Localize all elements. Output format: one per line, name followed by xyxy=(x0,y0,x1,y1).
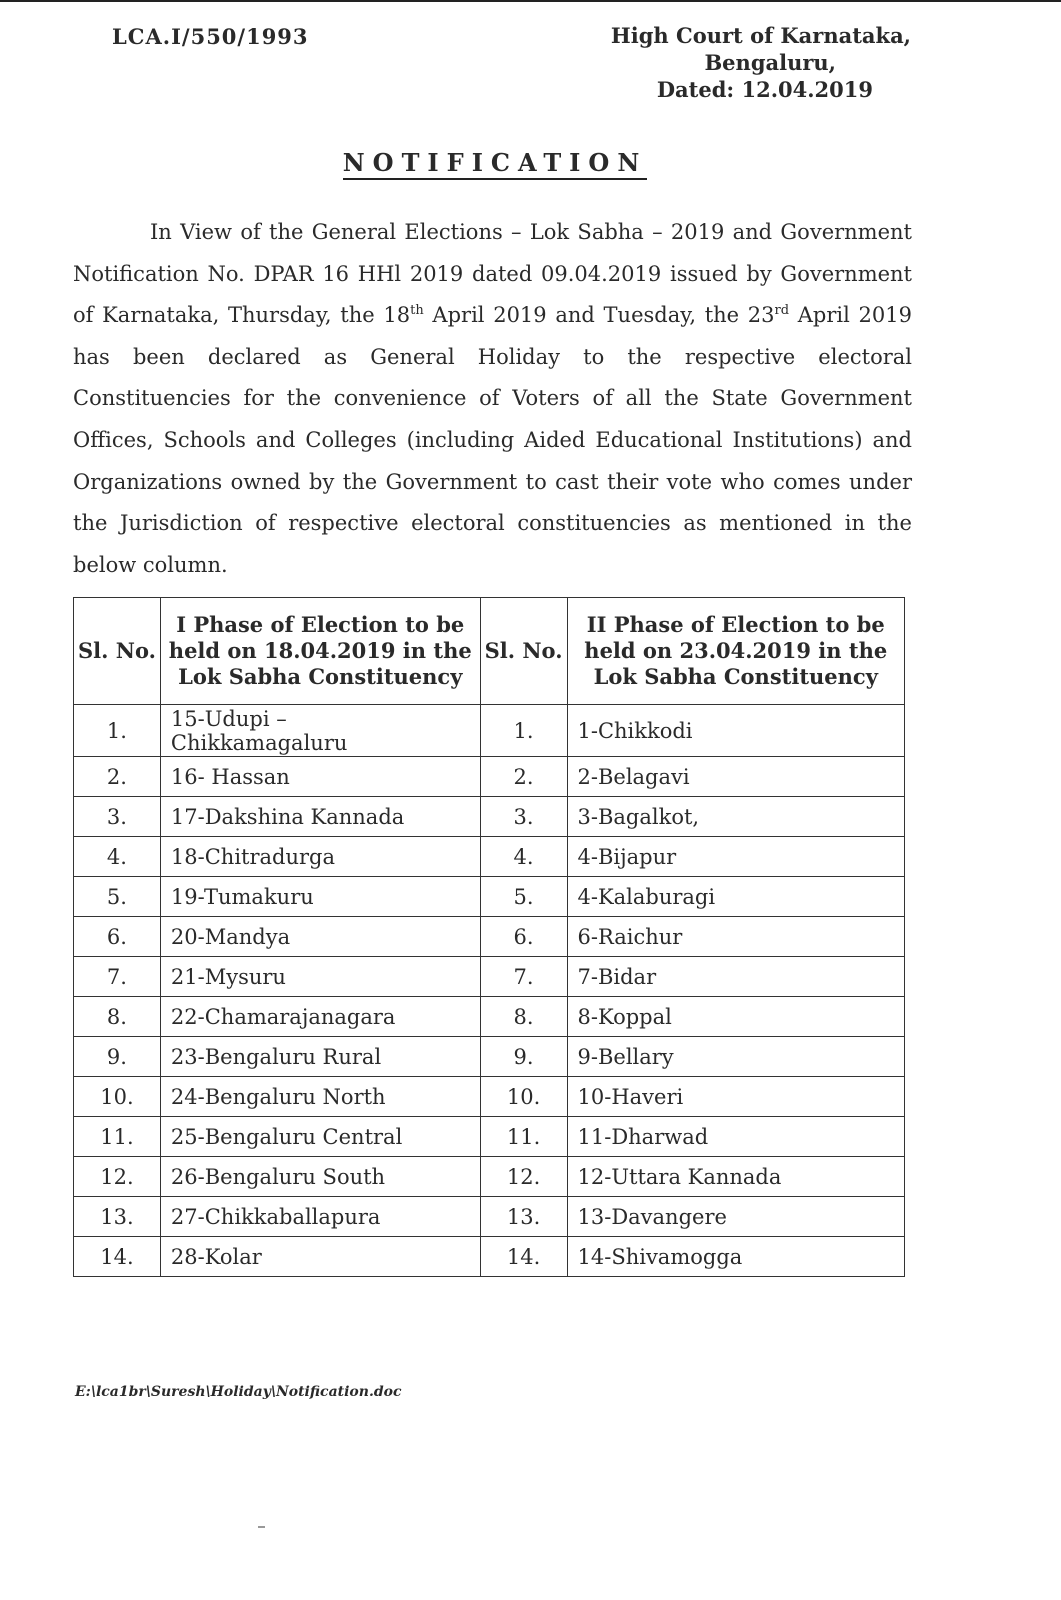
phase2-constituency: 6-Raichur xyxy=(567,917,905,957)
phase2-constituency: 4-Kalaburagi xyxy=(567,877,905,917)
phase2-constituency: 11-Dharwad xyxy=(567,1117,905,1157)
reference-number: LCA.I/550/1993 xyxy=(112,24,309,49)
body-sup-rd: rd xyxy=(774,303,790,319)
phase1-sl-no: 12. xyxy=(74,1157,161,1197)
phase1-constituency: 16- Hassan xyxy=(160,757,480,797)
phase1-constituency: 28-Kolar xyxy=(160,1237,480,1277)
phase1-sl-no: 11. xyxy=(74,1117,161,1157)
table-row xyxy=(74,705,905,757)
body-text-1: In View of the General Elections – Lok Sabha – 2019 and Government Notification No. DPAR 16 HHl 2019 dated 09.04.2019 issued by Government of Karnataka, Thursday, the 18 xyxy=(73,220,912,328)
phase2-sl-no: 8. xyxy=(480,997,567,1037)
phase2-sl-no: 9. xyxy=(480,1037,567,1077)
phase1-constituency: 18-Chitradurga xyxy=(160,837,480,877)
notification-title-text: NOTIFICATION xyxy=(343,148,648,180)
phase2-constituency: 4-Bijapur xyxy=(567,837,905,877)
phase2-constituency: 9-Bellary xyxy=(567,1037,905,1077)
phase1-constituency: 26-Bengaluru South xyxy=(160,1157,480,1197)
table-row xyxy=(74,797,905,837)
header-phase-2: II Phase of Election to be held on 23.04.2019 in the Lok Sabha Constituency xyxy=(567,598,905,705)
table-row xyxy=(74,837,905,877)
phase2-sl-no: 7. xyxy=(480,957,567,997)
body-sup-th: th xyxy=(410,303,424,319)
scan-speck xyxy=(258,1526,265,1528)
phase1-constituency: 27-Chikkaballapura xyxy=(160,1197,480,1237)
phase1-sl-no: 1. xyxy=(74,705,161,757)
phase1-sl-no: 4. xyxy=(74,837,161,877)
phase2-sl-no: 5. xyxy=(480,877,567,917)
phase1-sl-no: 9. xyxy=(74,1037,161,1077)
phase2-constituency: 14-Shivamogga xyxy=(567,1237,905,1277)
table-row xyxy=(74,917,905,957)
phase2-constituency: 7-Bidar xyxy=(567,957,905,997)
phase1-constituency: 24-Bengaluru North xyxy=(160,1077,480,1117)
phase2-sl-no: 4. xyxy=(480,837,567,877)
phase1-sl-no: 2. xyxy=(74,757,161,797)
election-phases-table xyxy=(73,597,905,1277)
phase1-constituency: 19-Tumakuru xyxy=(160,877,480,917)
table-row xyxy=(74,877,905,917)
phase2-sl-no: 3. xyxy=(480,797,567,837)
notification-date: Dated: 12.04.2019 xyxy=(656,77,873,102)
phase2-sl-no: 1. xyxy=(480,705,567,757)
table-row xyxy=(74,997,905,1037)
file-path: E:\lca1br\Suresh\Holiday\Notification.doc xyxy=(75,1384,402,1400)
phase2-sl-no: 12. xyxy=(480,1157,567,1197)
court-city: Bengaluru, xyxy=(704,50,836,75)
phase2-constituency: 1-Chikkodi xyxy=(567,705,905,757)
phase2-constituency: 10-Haveri xyxy=(567,1077,905,1117)
page-top-edge xyxy=(0,0,1061,2)
phase2-sl-no: 2. xyxy=(480,757,567,797)
phase1-sl-no: 13. xyxy=(74,1197,161,1237)
phase2-sl-no: 10. xyxy=(480,1077,567,1117)
court-address xyxy=(611,22,911,103)
phase2-constituency: 3-Bagalkot, xyxy=(567,797,905,837)
header-sl-no-2: Sl. No. xyxy=(480,598,567,705)
phase1-constituency: 20-Mandya xyxy=(160,917,480,957)
table-row xyxy=(74,1077,905,1117)
phase1-constituency: 25-Bengaluru Central xyxy=(160,1117,480,1157)
phase1-constituency: 22-Chamarajanagara xyxy=(160,997,480,1037)
table-row xyxy=(74,1117,905,1157)
body-text-2: April 2019 and Tuesday, the 23 xyxy=(423,303,775,328)
phase2-constituency: 8-Koppal xyxy=(567,997,905,1037)
table-row xyxy=(74,757,905,797)
phase2-constituency: 2-Belagavi xyxy=(567,757,905,797)
table-row xyxy=(74,957,905,997)
table-row xyxy=(74,1037,905,1077)
phase2-sl-no: 13. xyxy=(480,1197,567,1237)
header-phase-1: I Phase of Election to be held on 18.04.2019 in the Lok Sabha Constituency xyxy=(160,598,480,705)
notification-body xyxy=(73,212,912,586)
phase2-constituency: 12-Uttara Kannada xyxy=(567,1157,905,1197)
phase1-sl-no: 7. xyxy=(74,957,161,997)
phase2-sl-no: 14. xyxy=(480,1237,567,1277)
phase1-sl-no: 5. xyxy=(74,877,161,917)
phase1-constituency: 15-Udupi – Chikkamagaluru xyxy=(160,705,480,757)
phase1-sl-no: 8. xyxy=(74,997,161,1037)
phase1-sl-no: 3. xyxy=(74,797,161,837)
header-sl-no-1: Sl. No. xyxy=(74,598,161,705)
phase1-sl-no: 6. xyxy=(74,917,161,957)
table-row xyxy=(74,1237,905,1277)
phase1-constituency: 21-Mysuru xyxy=(160,957,480,997)
phase1-sl-no: 14. xyxy=(74,1237,161,1277)
court-name: High Court of Karnataka, xyxy=(610,23,911,48)
body-text-3: April 2019 has been declared as General Holiday to the respective electoral Constituencies for the convenience of Voters of all the State Government Offices, Schools and Colleges (including Aided Educational Institutions) and Organizations owned by the Government to cast their vote who comes under the Jurisdiction of respective electoral constituencies as mentioned in the below column. xyxy=(73,303,912,577)
table-row xyxy=(74,1157,905,1197)
phase1-constituency: 23-Bengaluru Rural xyxy=(160,1037,480,1077)
phase2-constituency: 13-Davangere xyxy=(567,1197,905,1237)
notification-title xyxy=(0,148,990,177)
table-row xyxy=(74,1197,905,1237)
phase1-sl-no: 10. xyxy=(74,1077,161,1117)
phase1-constituency: 17-Dakshina Kannada xyxy=(160,797,480,837)
table-header-row xyxy=(74,598,905,705)
phase2-sl-no: 6. xyxy=(480,917,567,957)
phase2-sl-no: 11. xyxy=(480,1117,567,1157)
